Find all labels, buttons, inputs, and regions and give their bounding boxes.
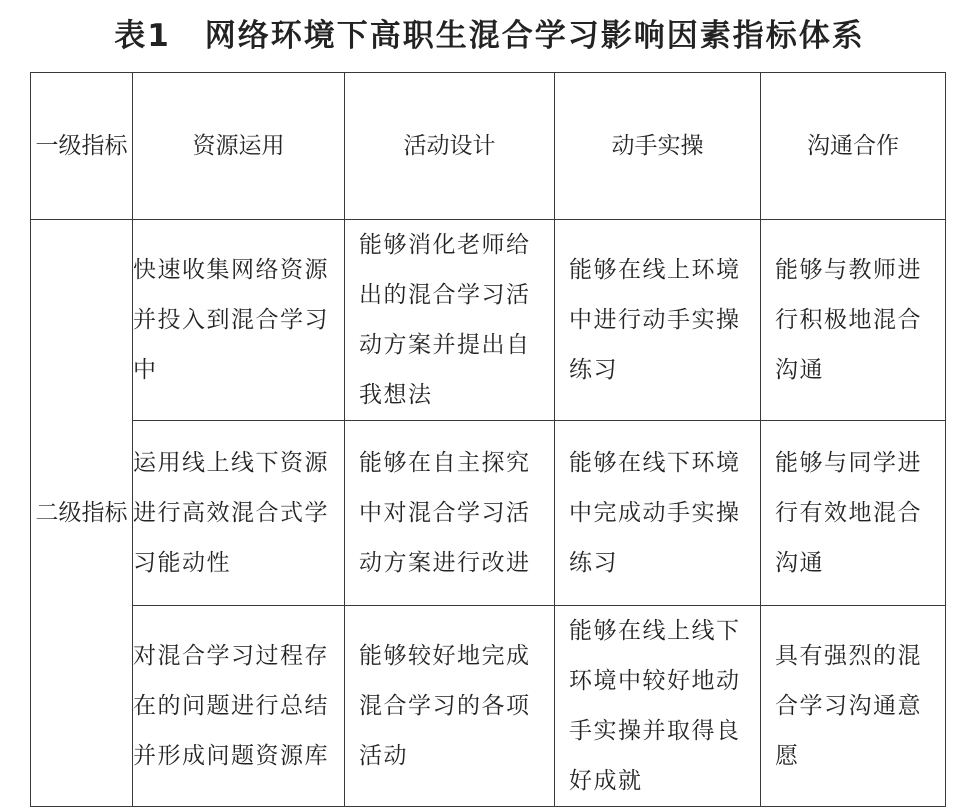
table-caption xyxy=(0,10,979,55)
table-title: 网络环境下高职生混合学习影响因素指标体系 xyxy=(204,18,865,54)
table-cell: 能够与同学进行有效地混合沟通 xyxy=(761,421,946,606)
table-cell: 能够在线上线下环境中较好地动手实操并取得良好成就 xyxy=(555,606,761,807)
indicator-table xyxy=(30,72,946,807)
header-communication: 沟通合作 xyxy=(761,73,946,220)
table-cell: 能够与教师进行积极地混合沟通 xyxy=(761,220,946,421)
table-row xyxy=(31,220,946,421)
header-activity-design: 活动设计 xyxy=(345,73,555,220)
table-row xyxy=(31,421,946,606)
table-row xyxy=(31,606,946,807)
table-cell: 快速收集网络资源并投入到混合学习中 xyxy=(133,220,345,421)
table-cell: 运用线上线下资源进行高效混合式学习能动性 xyxy=(133,421,345,606)
header-row xyxy=(31,73,946,220)
table-cell: 对混合学习过程存在的问题进行总结并形成问题资源库 xyxy=(133,606,345,807)
table-cell: 能够较好地完成混合学习的各项活动 xyxy=(345,606,555,807)
table-cell: 能够消化老师给出的混合学习活动方案并提出自我想法 xyxy=(345,220,555,421)
level2-label: 二级指标 xyxy=(31,220,133,807)
table-cell: 能够在线下环境中完成动手实操练习 xyxy=(555,421,761,606)
table-cell: 具有强烈的混合学习沟通意愿 xyxy=(761,606,946,807)
table-cell: 能够在自主探究中对混合学习活动方案进行改进 xyxy=(345,421,555,606)
table-number: 表1 xyxy=(114,18,171,54)
level1-label: 一级指标 xyxy=(31,73,133,220)
header-resource-use: 资源运用 xyxy=(133,73,345,220)
table-cell: 能够在线上环境中进行动手实操练习 xyxy=(555,220,761,421)
header-hands-on: 动手实操 xyxy=(555,73,761,220)
